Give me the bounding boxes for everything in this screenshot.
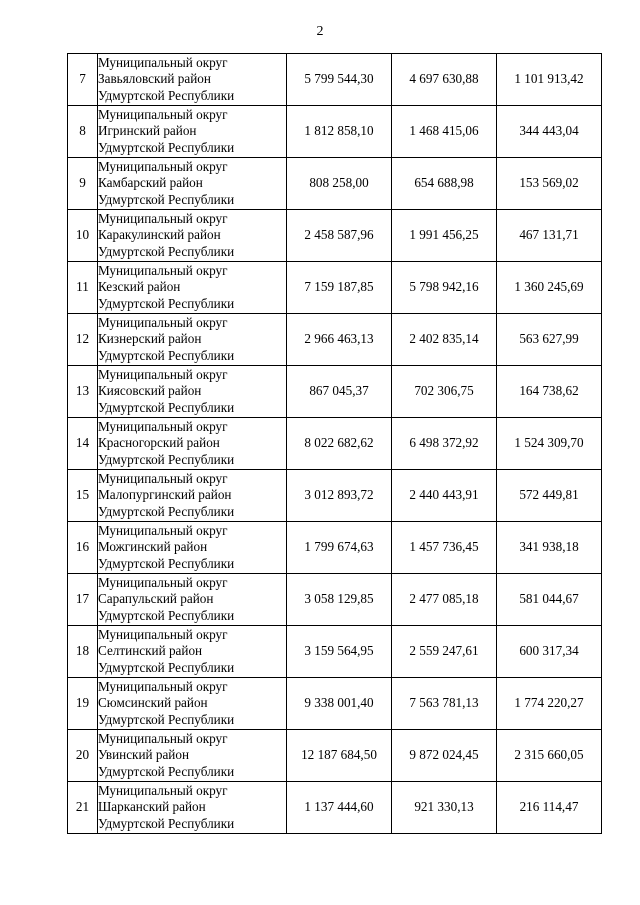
value-cell-2: 6 498 372,92 <box>392 418 497 470</box>
table-row <box>68 626 602 678</box>
table-body <box>68 54 602 834</box>
municipality-name-line: Сюмсинский район <box>98 695 208 711</box>
value-cell-2: 921 330,13 <box>392 782 497 834</box>
municipality-name-line: Удмуртской Республики <box>98 607 235 623</box>
municipality-name-line: Удмуртской Республики <box>98 503 235 519</box>
municipality-name-line: Муниципальный округ <box>98 470 228 486</box>
municipality-name-line: Удмуртской Республики <box>98 399 235 415</box>
municipality-name <box>98 210 287 262</box>
value-cell-3: 1 360 245,69 <box>497 262 602 314</box>
value-cell-3: 1 524 309,70 <box>497 418 602 470</box>
table-row <box>68 730 602 782</box>
municipality-name-line: Удмуртской Республики <box>98 139 235 155</box>
value-cell-3: 164 738,62 <box>497 366 602 418</box>
table-row <box>68 106 602 158</box>
municipality-name-line: Муниципальный округ <box>98 262 228 278</box>
value-cell-3: 216 114,47 <box>497 782 602 834</box>
row-number: 17 <box>68 574 98 626</box>
value-cell-1: 808 258,00 <box>287 158 392 210</box>
value-cell-2: 2 440 443,91 <box>392 470 497 522</box>
value-cell-3: 1 101 913,42 <box>497 54 602 106</box>
value-cell-2: 4 697 630,88 <box>392 54 497 106</box>
row-number: 12 <box>68 314 98 366</box>
table-row <box>68 262 602 314</box>
table-row <box>68 158 602 210</box>
row-number: 21 <box>68 782 98 834</box>
municipality-name-line: Муниципальный округ <box>98 314 228 330</box>
municipality-name-line: Удмуртской Республики <box>98 659 235 675</box>
municipality-name-line: Камбарский район <box>98 175 203 191</box>
row-number: 15 <box>68 470 98 522</box>
municipality-name-line: Муниципальный округ <box>98 730 228 746</box>
value-cell-3: 467 131,71 <box>497 210 602 262</box>
municipality-name <box>98 366 287 418</box>
value-cell-1: 2 458 587,96 <box>287 210 392 262</box>
municipality-name-line: Увинский район <box>98 747 190 763</box>
row-number: 14 <box>68 418 98 470</box>
value-cell-1: 3 012 893,72 <box>287 470 392 522</box>
value-cell-3: 153 569,02 <box>497 158 602 210</box>
value-cell-2: 1 468 415,06 <box>392 106 497 158</box>
value-cell-3: 341 938,18 <box>497 522 602 574</box>
value-cell-1: 3 058 129,85 <box>287 574 392 626</box>
value-cell-1: 1 137 444,60 <box>287 782 392 834</box>
municipality-name-line: Удмуртской Республики <box>98 555 235 571</box>
municipality-name-line: Удмуртской Республики <box>98 815 235 831</box>
value-cell-2: 2 402 835,14 <box>392 314 497 366</box>
value-cell-3: 572 449,81 <box>497 470 602 522</box>
municipality-name-line: Муниципальный округ <box>98 106 228 122</box>
municipality-name-line: Можгинский район <box>98 539 208 555</box>
table-row <box>68 366 602 418</box>
value-cell-3: 581 044,67 <box>497 574 602 626</box>
value-cell-2: 1 457 736,45 <box>392 522 497 574</box>
municipality-name <box>98 470 287 522</box>
municipality-name-line: Муниципальный округ <box>98 678 228 694</box>
municipality-name-line: Малопургинский район <box>98 487 232 503</box>
municipality-name <box>98 54 287 106</box>
municipality-name <box>98 418 287 470</box>
municipality-name-line: Завьяловский район <box>98 71 211 87</box>
data-table <box>67 53 602 834</box>
municipality-name <box>98 730 287 782</box>
value-cell-3: 600 317,34 <box>497 626 602 678</box>
municipality-name-line: Сарапульский район <box>98 591 214 607</box>
municipality-name-line: Муниципальный округ <box>98 54 228 70</box>
value-cell-2: 9 872 024,45 <box>392 730 497 782</box>
municipality-name-line: Муниципальный округ <box>98 366 228 382</box>
value-cell-2: 654 688,98 <box>392 158 497 210</box>
row-number: 11 <box>68 262 98 314</box>
table-row <box>68 314 602 366</box>
value-cell-2: 1 991 456,25 <box>392 210 497 262</box>
value-cell-1: 3 159 564,95 <box>287 626 392 678</box>
value-cell-3: 1 774 220,27 <box>497 678 602 730</box>
municipality-name-line: Удмуртской Республики <box>98 711 235 727</box>
value-cell-2: 702 306,75 <box>392 366 497 418</box>
row-number: 18 <box>68 626 98 678</box>
municipality-name-line: Удмуртской Республики <box>98 295 235 311</box>
municipality-name-line: Удмуртской Республики <box>98 191 235 207</box>
municipality-name-line: Удмуртской Республики <box>98 243 235 259</box>
value-cell-2: 5 798 942,16 <box>392 262 497 314</box>
municipality-name-line: Красногорский район <box>98 435 220 451</box>
value-cell-1: 1 799 674,63 <box>287 522 392 574</box>
municipality-name-line: Удмуртской Республики <box>98 763 235 779</box>
municipality-name-line: Кезский район <box>98 279 181 295</box>
municipality-name-line: Муниципальный округ <box>98 522 228 538</box>
row-number: 13 <box>68 366 98 418</box>
value-cell-2: 7 563 781,13 <box>392 678 497 730</box>
row-number: 19 <box>68 678 98 730</box>
row-number: 16 <box>68 522 98 574</box>
municipality-name <box>98 158 287 210</box>
row-number: 9 <box>68 158 98 210</box>
municipality-name-line: Селтинский район <box>98 643 203 659</box>
municipality-name-line: Каракулинский район <box>98 227 221 243</box>
municipality-name-line: Муниципальный округ <box>98 158 228 174</box>
value-cell-3: 2 315 660,05 <box>497 730 602 782</box>
municipality-name-line: Игринский район <box>98 123 197 139</box>
value-cell-1: 1 812 858,10 <box>287 106 392 158</box>
municipality-name-line: Удмуртской Республики <box>98 347 235 363</box>
row-number: 8 <box>68 106 98 158</box>
municipality-name-line: Муниципальный округ <box>98 782 228 798</box>
row-number: 10 <box>68 210 98 262</box>
table-row <box>68 54 602 106</box>
municipality-name <box>98 314 287 366</box>
value-cell-1: 9 338 001,40 <box>287 678 392 730</box>
municipality-name <box>98 522 287 574</box>
municipality-name-line: Муниципальный округ <box>98 210 228 226</box>
row-number: 7 <box>68 54 98 106</box>
municipality-name-line: Муниципальный округ <box>98 626 228 642</box>
municipality-name-line: Удмуртской Республики <box>98 87 235 103</box>
value-cell-3: 563 627,99 <box>497 314 602 366</box>
value-cell-1: 12 187 684,50 <box>287 730 392 782</box>
municipality-name <box>98 574 287 626</box>
table-row <box>68 210 602 262</box>
table-row <box>68 470 602 522</box>
municipality-name <box>98 106 287 158</box>
table-row <box>68 574 602 626</box>
value-cell-1: 867 045,37 <box>287 366 392 418</box>
page-number: 2 <box>316 24 324 39</box>
municipality-name-line: Кизнерский район <box>98 331 202 347</box>
value-cell-1: 7 159 187,85 <box>287 262 392 314</box>
municipality-name <box>98 678 287 730</box>
municipality-name <box>98 626 287 678</box>
value-cell-1: 2 966 463,13 <box>287 314 392 366</box>
municipality-name-line: Удмуртской Республики <box>98 451 235 467</box>
municipality-name <box>98 782 287 834</box>
value-cell-1: 8 022 682,62 <box>287 418 392 470</box>
municipality-name-line: Муниципальный округ <box>98 574 228 590</box>
table-row <box>68 418 602 470</box>
municipality-name-line: Шарканский район <box>98 799 206 815</box>
municipality-name-line: Муниципальный округ <box>98 418 228 434</box>
value-cell-2: 2 477 085,18 <box>392 574 497 626</box>
table-row <box>68 678 602 730</box>
value-cell-3: 344 443,04 <box>497 106 602 158</box>
municipality-name <box>98 262 287 314</box>
value-cell-1: 5 799 544,30 <box>287 54 392 106</box>
row-number: 20 <box>68 730 98 782</box>
municipality-name-line: Киясовский район <box>98 383 202 399</box>
table-row <box>68 522 602 574</box>
value-cell-2: 2 559 247,61 <box>392 626 497 678</box>
table-row <box>68 782 602 834</box>
